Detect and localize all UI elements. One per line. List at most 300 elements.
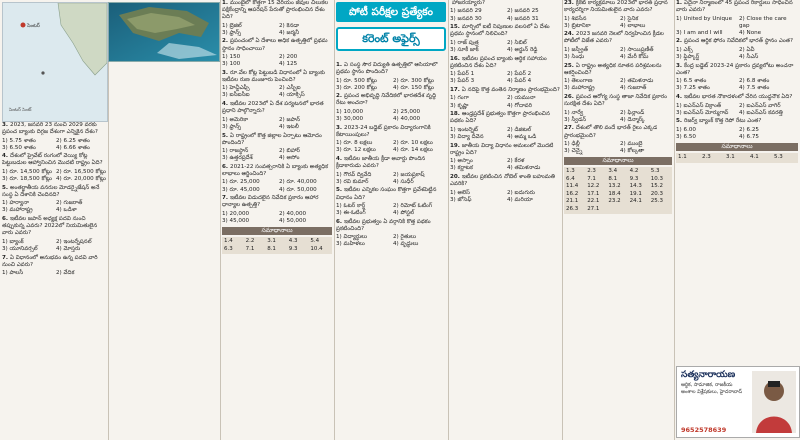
answer-cell: 6.4 — [566, 175, 575, 182]
answer-cell: 4.3 — [288, 238, 298, 245]
question-item — [336, 62, 446, 92]
question-item — [222, 195, 332, 225]
question-number: 7. — [222, 195, 229, 202]
option-text: 4) లాభాలు — [620, 22, 646, 29]
question-number: 24. — [564, 31, 574, 38]
question-item — [676, 94, 798, 117]
question-options — [336, 172, 446, 186]
option-text: 4) 50,000 — [279, 217, 307, 224]
question-list — [2, 122, 106, 277]
answer-cell: 20.3 — [650, 190, 664, 197]
option-text: 2) ఫిన్లాండ్ — [620, 109, 645, 116]
option-text: 3) రూ. 200 కోట్లు — [336, 84, 377, 91]
author-info: ఆర్థిక, సామాజిక, రాజకీయ అంశాల విశ్లేషకులు, హైదరాబాద్ — [681, 382, 743, 395]
question-item — [564, 0, 672, 30]
option-text: 3) కృష్ణా — [450, 102, 469, 109]
option-text: 3) ఫ్రాన్స్ — [222, 29, 242, 36]
option-text: 3) 45,000 — [222, 217, 250, 224]
option-text: 2) 40,000 — [279, 210, 307, 217]
option-text: 1) రాజ్ పుత్ర — [450, 39, 479, 46]
answer-cell: 5.3 — [774, 154, 783, 161]
question-body: ప్రపంచ ఆర్థిక ఫోరం నివేదికలో భారత్ స్థానం ఎంత? — [684, 38, 793, 45]
question-options — [564, 47, 672, 61]
option-text: 3) 7.25 శాతం — [676, 85, 710, 92]
question-item — [676, 118, 798, 141]
option-text: 1) ఇంటర్నెట్ — [450, 126, 478, 133]
question-body: ఇటీవల విడుదలైన నివేదిక ప్రకారం ఆహార ధాన్యాల ఉత్పత్తి? — [222, 195, 319, 209]
option-text: 1) రూ. 500 కోట్లు — [336, 77, 377, 84]
map-label-bottom: సెంటర్ సెంట్ — [9, 108, 32, 113]
answer-cell: 6.3 — [224, 245, 233, 252]
column-1b — [110, 62, 218, 440]
question-item — [676, 38, 798, 61]
answer-cell: 3.1 — [267, 238, 276, 245]
answer-cell: 9.3 — [629, 175, 639, 182]
question-item — [336, 187, 446, 217]
question-text — [2, 153, 106, 167]
option-text: 4) సీఎస్ — [739, 54, 759, 61]
option-text: 2) వేదిక — [56, 270, 75, 277]
option-text: 2) సాయిప్రణీత్ — [620, 46, 654, 53]
answer-cell: 25.3 — [650, 198, 664, 205]
option-text: 3) మహారాష్ట్ర — [564, 85, 595, 92]
question-body: ఏదైనా నిర్మాణంలో 45 ప్రపంచ రికార్డులు సాధించిన వారు ఎవరు? — [676, 0, 793, 14]
photo-drawing — [109, 3, 219, 61]
column-2 — [222, 0, 332, 440]
answer-cell: 10.3 — [650, 175, 664, 182]
answer-cell: 19.1 — [629, 190, 642, 197]
question-body: ముంబైలో కొత్తగా 15 వేరియం జీవుల చిలుకల పక్షికేంద్రాన్ని ఆపరేషన్ పేరుతో ప్రారంభించిన దేశం ఏది? — [222, 0, 329, 21]
question-item — [450, 87, 560, 110]
answer-cell: 27.1 — [587, 205, 600, 212]
question-options — [450, 190, 560, 204]
option-text: 4) జనవరి 31 — [507, 15, 539, 22]
author-box — [676, 366, 800, 438]
question-number: 5. — [676, 118, 683, 125]
answer-cell: 9.3 — [288, 245, 298, 252]
option-text: 1) ఓటర్ కార్డ్ — [336, 203, 366, 210]
question-list — [222, 0, 332, 225]
column-5 — [564, 0, 672, 440]
option-text: 4) ఇటలీ — [279, 123, 299, 130]
question-body: ఆంధ్రప్రదేశ్ ప్రభుత్వం కొత్తగా ప్రారంభించిన పథకం ఏది? — [450, 111, 550, 125]
question-number: 4. — [676, 94, 683, 101]
question-options — [222, 23, 332, 37]
option-text: 1) బ్రెజిల్ — [222, 22, 242, 29]
option-text: 3) కర్ణాటక — [450, 165, 473, 172]
answer-cell: 4.1 — [750, 154, 759, 161]
question-options — [450, 40, 560, 54]
option-text: 3) విద్యా దీవెన — [450, 133, 484, 140]
option-text: 2) 25,000 — [393, 108, 421, 115]
column-6 — [676, 0, 798, 364]
question-options — [336, 234, 446, 248]
question-number: 2. — [336, 93, 343, 100]
option-text: 1) ఎక్స్ — [676, 46, 693, 53]
option-text: 3) ఈ-ఓటింగ్ — [336, 210, 366, 217]
question-body: మార్చిలో ఐటీ నిపుణుల వలసలో ఏ దేశం ప్రథమ స్థానంలో నిలిచింది? — [450, 24, 550, 38]
question-options — [564, 141, 672, 155]
question-item — [336, 219, 446, 249]
map-label-top: సెంటర్ — [27, 23, 40, 29]
option-text: 4) కోల్కతా — [620, 148, 645, 155]
question-text — [336, 156, 446, 170]
question-options — [2, 239, 106, 253]
column-divider — [562, 0, 563, 440]
author-photo — [752, 371, 796, 433]
option-text: 4) రూ. 20,000 కోట్లు — [56, 176, 106, 183]
option-text: 3) జనవరి 30 — [450, 15, 482, 22]
question-item — [450, 143, 560, 173]
column-divider — [108, 62, 109, 440]
question-body: 2021-22 సంవత్సరానికి ఏ బ్యాంకు అత్యధిక లాభాలు ఆర్జించింది? — [222, 163, 329, 177]
map-marker-icon — [21, 23, 26, 28]
option-text: 4) రూ. 50,000 — [279, 186, 317, 193]
answer-cell: 11.4 — [566, 183, 579, 190]
option-text: 1) గౌరవ్ ద్వివేది — [336, 171, 372, 178]
option-text: 3) మహిళలు — [336, 241, 365, 248]
option-text: 4) పేపర్ 4 — [507, 78, 532, 85]
option-text: 3) ఉత్తరప్రదేశ్ — [222, 155, 253, 162]
column-divider — [674, 0, 675, 440]
banner-title: పోటీ పరీక్షల ప్రత్యేకం — [336, 2, 446, 22]
option-text: 1) ఢిల్లీ — [564, 141, 580, 148]
question-text — [676, 63, 798, 77]
answer-cell: 15.2 — [650, 183, 664, 190]
question-body: ఏ రాష్ట్రం అత్యధిక నూతన పరిశ్రమలను ఆకర్షించింది? — [564, 62, 662, 76]
answers-heading: సమాధానాలు — [222, 227, 332, 235]
option-text: 3) యూనివర్సల్ — [2, 245, 38, 252]
question-options — [2, 200, 106, 214]
question-item — [450, 0, 560, 23]
option-text: 1) అలెస్ — [450, 189, 470, 196]
option-text: 1) పాలసీ — [2, 270, 24, 277]
option-text: 2) కెనడా — [279, 22, 300, 29]
option-text: 4) రూ. 14 లక్షలు — [393, 147, 433, 154]
question-number: 5. — [222, 132, 229, 139]
question-body: 2023 జనవరి నెలలో నిర్వహించిన క్రీడల పోటీలో విజేత ఎవరు? — [564, 31, 664, 45]
option-text: 2) రిమోట్ ఓటింగ్ — [393, 203, 433, 210]
option-text: 1) 10,000 — [336, 108, 364, 115]
answer-cell — [651, 206, 670, 214]
question-item — [564, 31, 672, 61]
option-text: 3) రవి కుమార్ — [336, 178, 369, 185]
question-list — [676, 0, 798, 141]
option-text: 4) డెన్మార్క్ — [620, 116, 645, 123]
option-text: 4) అసోం — [279, 155, 300, 162]
question-body: 2023-24 బడ్జెట్ ప్రకారం విద్యారంగానికి కేటాయింపులు? — [336, 124, 431, 138]
question-text — [222, 101, 332, 115]
option-text: 2) రూ. 10 లక్షలు — [393, 140, 433, 147]
option-text: 3) సింధు — [564, 54, 585, 61]
option-text: 2) డిజిటల్ — [507, 126, 532, 133]
option-text: 1) నార్వే — [564, 109, 584, 116]
question-item — [676, 0, 798, 37]
question-body: దేశంలో తొలి వందే భారత్ రైలు ఎక్కడ ప్రారంభమైంది? — [564, 125, 658, 139]
question-item — [222, 38, 332, 68]
question-text — [450, 56, 560, 70]
question-item — [222, 70, 332, 100]
question-number: 3. — [2, 122, 9, 128]
answer-cell: 24.1 — [629, 198, 642, 205]
question-item — [222, 101, 332, 131]
question-number: 26. — [564, 94, 574, 101]
option-text: 3) మహారాష్ట్ర — [2, 207, 33, 214]
author-phone: 9652578639 — [681, 426, 727, 434]
answer-cell: 26.3 — [566, 205, 579, 212]
option-text: 1) United by Unique — [676, 15, 733, 22]
question-body: రూ.వేల కోట్ల పెట్టుబడి విధానంలో ఏ బ్యాంకు ఇటీవల రుణ మంజూరు పెంచింది? — [222, 69, 325, 83]
question-text — [450, 174, 560, 188]
question-options — [222, 211, 332, 225]
option-text: 4) 6.66 శాతం — [56, 144, 90, 151]
option-text: 4) గుజరాత్ — [620, 85, 647, 92]
question-text — [564, 31, 672, 45]
option-text: 1) శివసేన — [564, 15, 587, 22]
option-text: 2) ఇంటర్నేషనల్ — [56, 238, 92, 245]
option-text: 2) జనవరి 25 — [507, 8, 539, 15]
question-item — [2, 216, 106, 253]
option-text: 4) పోస్టల్ — [393, 210, 415, 217]
question-number: 1. — [676, 0, 683, 6]
question-options — [564, 16, 672, 30]
option-text: 3) రూ. 18,500 కోట్లు — [2, 176, 52, 183]
option-text: 3) 30,000 — [336, 116, 364, 123]
question-number: 5. — [2, 184, 9, 191]
question-item — [564, 94, 672, 124]
answer-cell: 8.1 — [267, 245, 276, 252]
question-options — [676, 78, 798, 92]
question-text — [336, 219, 446, 233]
option-text: 1) 150 — [222, 54, 241, 61]
question-text — [222, 133, 332, 147]
map-drawing — [3, 3, 107, 121]
answer-cell: 5.4 — [310, 238, 320, 245]
option-text: 4) 7.5 శాతం — [739, 85, 770, 92]
question-body: ఏ రాష్ట్రంలో కొత్త జిల్లాల ఏర్పాటు ఆమోదం పొందింది? — [222, 132, 322, 146]
question-number: 6. — [222, 163, 229, 170]
question-body: ప్రపంచంలో ఏ దేశాలు అధిక ఉత్పత్తిలో ప్రథమ స్థానం సాధించాయి? — [222, 38, 328, 52]
question-body: జాతీయ విద్యా విధానం అమలులో మొదటి రాష్ట్రం ఏది? — [450, 142, 554, 156]
option-text: 3) ఫ్రాన్స్ — [222, 123, 242, 130]
answers-table — [564, 167, 672, 214]
option-text: 4) వృద్ధులు — [393, 241, 419, 248]
answer-cell: 10.4 — [310, 245, 323, 252]
answer-cell: 1.3 — [566, 168, 575, 175]
column-4 — [450, 0, 560, 440]
option-text: 1) జస్ప్రీత్ — [564, 46, 588, 53]
question-options — [222, 85, 332, 99]
option-text: 1) 5.75 శాతం — [2, 137, 36, 144]
author-avatar-icon — [752, 371, 796, 433]
option-text: 1) హెచ్డీఎఫ్సీ — [222, 85, 250, 92]
option-text: 2) రూ. 40,000 — [279, 179, 317, 186]
option-text: 2) తమిళనాడు — [620, 78, 654, 85]
option-text: 2) ఏవీ — [739, 46, 755, 53]
option-text: 3) చెన్నై — [564, 148, 583, 155]
question-body: ఇటీవల భారత నౌకాదళంలో చేరిన యుద్ధనౌక ఏది? — [684, 94, 793, 101]
question-body: దేశంలో ప్రైవేట్ రంగంలో వెయ్యి కోట్ల పెట్టుబడుల ఆహ్వానించిన మొదటి రాష్ట్రం ఏది? — [2, 153, 103, 167]
option-text: 1) జనవరి 29 — [450, 8, 482, 15]
question-body: ప్రపంచ ఆరోగ్య సంస్థ తాజా నివేదిక ప్రకారం సురక్షిత దేశం ఏది? — [564, 94, 668, 108]
question-number: 23. — [564, 0, 574, 6]
question-text — [2, 122, 106, 136]
option-text: 3) ఐసీఐసీఐ — [222, 92, 250, 99]
question-text — [450, 143, 560, 157]
question-number: 2. — [222, 38, 229, 45]
option-text: 2) రూ. 300 కోట్లు — [393, 77, 434, 84]
question-text — [676, 38, 798, 45]
answers-heading: సమాధానాలు — [676, 143, 798, 151]
question-item — [2, 153, 106, 183]
option-text: 1) రూ. 25,000 — [222, 179, 260, 186]
option-text: 2) రూ. 16,500 కోట్లు — [56, 168, 106, 175]
question-body: ఇటీవల ప్రభుత్వం ఏ వర్గానికి కొత్త పథకం ప్రకటించింది? — [336, 218, 431, 232]
option-text: 1) హర్యానా — [2, 200, 29, 207]
question-body: ఏ నదిపై కొత్త వంతెన నిర్మాణం ప్రారంభమైంది? — [461, 86, 560, 93]
question-item — [450, 24, 560, 54]
answer-cell: 2.2 — [245, 238, 255, 245]
answer-cell: 2.3 — [587, 168, 596, 175]
option-text: 1) అమెరికా — [222, 116, 249, 123]
option-text: 1) 6.00 — [676, 126, 696, 133]
question-number: 3. — [676, 62, 683, 69]
question-body: కేంద్ర బడ్జెట్ 2023-24 ప్రకారం ద్రవ్యలోటు అంచనా ఎంత? — [676, 62, 794, 76]
author-name: సత్యనారాయణ — [681, 370, 736, 380]
question-number: 2. — [676, 38, 683, 45]
question-item — [564, 63, 672, 93]
option-text: 1) 20,000 — [222, 210, 250, 217]
question-number: 25. — [564, 62, 574, 69]
column-divider — [448, 0, 449, 440]
question-options — [2, 138, 106, 152]
question-options — [676, 47, 798, 61]
question-text — [450, 87, 560, 94]
option-text: 3) బ్రిటానికా — [564, 22, 591, 29]
question-options — [222, 148, 332, 162]
question-number: 1. — [222, 0, 229, 6]
answers-table — [222, 237, 332, 254]
question-body: ఇటీవల ఎన్నికల సంఘం కొత్తగా ప్రవేశపెట్టిన విధానం ఏది? — [336, 187, 437, 201]
question-item — [336, 156, 446, 186]
question-number: 17. — [450, 86, 460, 93]
answer-cell: 3.4 — [608, 168, 618, 175]
option-text: 4) సుధీర్ — [393, 178, 414, 185]
option-text: 3) స్వీడన్ — [564, 116, 587, 123]
option-text: 1) విద్యార్థులు — [336, 234, 368, 241]
option-text: 4) యాక్సిస్ — [279, 92, 305, 99]
question-item — [222, 0, 332, 37]
question-body: అంతర్జాతీయ వనరుల మోడర్నైజేషన్ అనే సంస్థ ఏ దేశానికి చెందినది? — [2, 184, 100, 198]
answer-cell — [608, 206, 627, 214]
question-options — [336, 140, 446, 154]
option-text: 3) సూకీ జాక్ — [450, 46, 479, 53]
option-text: 1) 6.5 శాతం — [676, 78, 707, 85]
option-text: 2) ముంబై — [620, 141, 643, 148]
option-text: 2) పేపర్ 2 — [507, 71, 532, 78]
option-text: 3) రూ. 12 లక్షలు — [336, 147, 376, 154]
question-item — [222, 133, 332, 163]
question-number: 16. — [450, 55, 460, 62]
question-number: 3. — [336, 124, 343, 131]
question-item — [2, 122, 106, 152]
map-point-icon — [41, 71, 44, 74]
question-options — [450, 95, 560, 109]
question-options — [222, 179, 332, 193]
option-text: 2) 6.8 శాతం — [739, 78, 770, 85]
option-text: 4) జర్మనీ — [279, 29, 300, 36]
question-body: 2023, జనవరి 23 నుంచి 2029 వరకు ప్రపంచ బ్యాంకు దిగ్గజ దేశంగా ఎన్నికైన దేశం? — [2, 122, 98, 136]
question-options — [450, 8, 560, 22]
option-text: 2) కేరళ — [507, 158, 525, 165]
question-options — [450, 71, 560, 85]
option-text: 1) రూ. 8 లక్షలు — [336, 140, 373, 147]
question-list — [450, 0, 560, 204]
question-options — [2, 270, 106, 277]
question-number: 5. — [336, 187, 343, 194]
question-item — [450, 111, 560, 141]
question-number: 6. — [2, 216, 9, 223]
answer-cell: 17.1 — [587, 190, 600, 197]
option-text: 3) 6.50 శాతం — [2, 144, 36, 151]
answer-cell: 23.2 — [608, 198, 621, 205]
option-text: 3) రూ. 45,000 — [222, 186, 260, 193]
option-text: 4) రూ. 150 కోట్లు — [393, 84, 434, 91]
question-item — [222, 164, 332, 194]
question-number: 18. — [450, 111, 460, 118]
question-options — [222, 117, 332, 131]
question-text — [222, 195, 332, 209]
question-text — [336, 62, 446, 76]
option-text: 2) ఐఎన్ఎస్ వాగిర్ — [739, 102, 781, 109]
question-number: 6. — [336, 218, 343, 225]
question-list — [564, 0, 672, 155]
question-body: ఇటీవల ప్రకటించిన నోబెల్ శాంతి బహుమతి ఎవరికి? — [450, 173, 556, 188]
question-number: 27. — [564, 125, 574, 132]
option-text: 4) 125 — [279, 61, 298, 68]
question-options — [450, 127, 560, 141]
answer-cell: 2.3 — [702, 154, 711, 161]
question-item — [676, 63, 798, 93]
question-body: క్రికెట్ కార్యక్రమాలు 2023లో భారత్ ప్రధాన కార్యదర్శిగా నియమితులైన వారు ఎవరు? — [564, 0, 668, 14]
answer-cell: 14.3 — [629, 183, 642, 190]
question-body: ప్రపంచ అభివృద్ధి నివేదికలో భారతదేశ వృద్ధి రేటు అంచనా? — [336, 93, 437, 107]
world-map-figure — [2, 2, 108, 122]
answer-cell: 21.1 — [566, 198, 579, 205]
option-text: 4) తమిళనాడు — [507, 165, 541, 172]
answer-cell: 18.4 — [608, 190, 621, 197]
option-text: 2) Close the care gap — [739, 15, 787, 29]
question-body: ఏ విధానంలో అనుభవం ఉన్న పదవి వారి నుంచి ఎవరు? — [2, 254, 98, 268]
question-text — [2, 185, 106, 199]
question-item — [450, 56, 560, 86]
question-options — [676, 16, 798, 37]
question-options — [222, 54, 332, 68]
answers-table — [676, 153, 798, 163]
question-options — [336, 109, 446, 123]
question-body: ఏ సంస్థ సౌర విద్యుత్ ఉత్పత్తిలో ఆసియాలో ప్రథమ స్థానం పొందింది? — [336, 62, 438, 76]
option-text: 1) గంగా — [450, 95, 469, 102]
question-number: 4. — [222, 101, 229, 108]
question-list — [336, 62, 446, 249]
answer-cell: 16.2 — [566, 190, 579, 197]
question-item — [564, 125, 672, 155]
answer-cell: 1.4 — [224, 238, 233, 245]
option-text: 4) అమ్మ ఒడి — [507, 133, 537, 140]
question-number: 4. — [2, 153, 9, 160]
column-divider — [220, 0, 221, 440]
answer-cell: 8.1 — [608, 175, 618, 182]
